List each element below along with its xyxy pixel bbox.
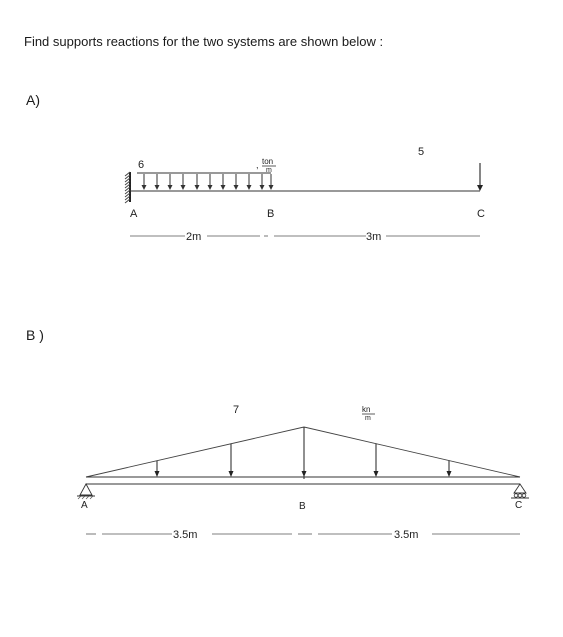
point-load-value: 5 <box>418 146 425 158</box>
triangle-load-right-edge <box>304 427 520 477</box>
udl-arrow <box>269 174 274 190</box>
triangle-load-arrow <box>229 444 234 477</box>
udl-arrow <box>142 174 147 190</box>
section-a-label: A) <box>26 92 40 108</box>
roller-support-c <box>511 484 529 498</box>
node-b-label: B <box>267 208 275 220</box>
udl-unit-dash: , <box>256 160 259 170</box>
udl-arrow <box>221 174 226 190</box>
dim-b-label-1: 3.5m <box>173 529 198 541</box>
node-c-label: C <box>515 500 523 511</box>
udl-arrow <box>181 174 186 190</box>
triangle-load-arrows <box>155 427 452 477</box>
udl-arrow <box>168 174 173 190</box>
peak-load-value: 7 <box>233 404 240 416</box>
udl-arrows <box>142 174 274 190</box>
beam-b-diagram <box>77 404 529 541</box>
triangle-load-left-edge <box>86 427 304 477</box>
dim-a-label-1: 2m <box>186 231 202 243</box>
triangle-load-arrow <box>302 427 307 477</box>
udl-arrow <box>234 174 239 190</box>
tri-unit-denominator: m <box>365 415 371 422</box>
node-a-label: A <box>130 208 138 220</box>
problem-heading: Find supports reactions for the two systems are shown below : <box>24 34 384 49</box>
udl-arrow <box>208 174 213 190</box>
dim-b-label-2: 3.5m <box>394 529 419 541</box>
udl-arrow <box>195 174 200 190</box>
pin-support-a <box>77 484 95 499</box>
udl-arrow <box>155 174 160 190</box>
udl-unit-numerator: ton <box>262 157 274 166</box>
node-c-label: C <box>477 208 485 220</box>
dim-a-label-2: 3m <box>366 231 382 243</box>
section-b-label: B ) <box>26 327 44 343</box>
triangle-load-arrow <box>155 461 160 477</box>
udl-value-label: 6 <box>138 159 145 171</box>
tri-unit-numerator: kn <box>362 405 371 414</box>
triangle-load-arrow <box>374 444 379 477</box>
beam-a-diagram <box>125 146 485 243</box>
udl-unit-denominator: m <box>266 167 272 174</box>
udl-arrow <box>260 174 265 190</box>
node-b-label: B <box>299 501 306 512</box>
triangle-load-arrow <box>447 461 452 477</box>
udl-arrow <box>247 174 252 190</box>
node-a-label: A <box>81 500 88 511</box>
point-load-c-arrowhead <box>477 185 483 191</box>
